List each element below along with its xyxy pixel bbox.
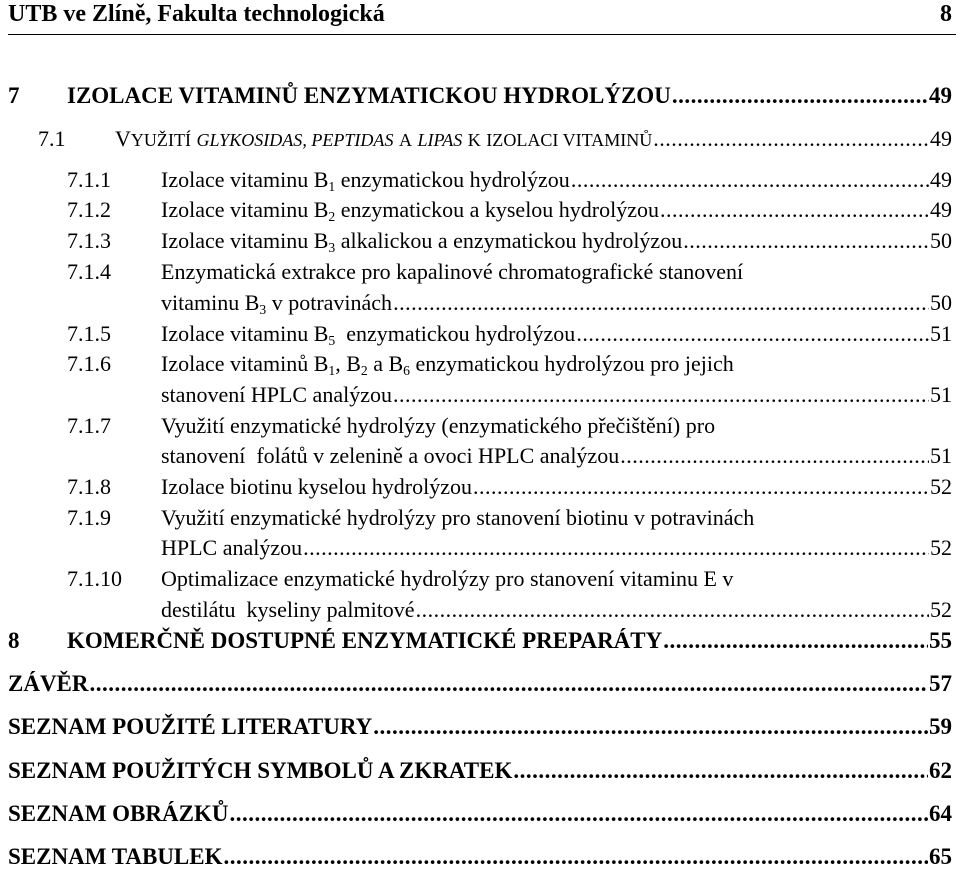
toc-entry-7-1-3[interactable] (0, 225, 960, 257)
toc-leader (373, 711, 928, 743)
toc-number: 7.1.7 (67, 413, 111, 438)
toc-title: ZÁVĚR (8, 671, 89, 696)
toc-page: 49 (930, 167, 952, 192)
toc-page: 51 (930, 443, 952, 468)
toc-number: 7.1.10 (67, 566, 122, 591)
toc-title: VYUŽITÍ GLYKOSIDAS, PEPTIDAS A LIPAS K IZOLACI VITAMINŮ (115, 126, 653, 151)
toc-leader (660, 194, 929, 226)
toc-title: Využití enzymatické hydrolýzy (enzymatického přečištění) pro (161, 413, 716, 438)
toc-number: 8 (8, 628, 20, 653)
toc-entry-7-1-9-line2[interactable] (0, 532, 960, 564)
toc-leader (576, 318, 929, 350)
toc-entry-symboly[interactable] (0, 755, 960, 787)
toc-leader (620, 440, 929, 472)
toc-entry-7-1-9-line1[interactable] (0, 502, 960, 534)
toc-title-continued: destilátu kyseliny palmitové (161, 597, 415, 622)
toc-page: 49 (930, 126, 952, 151)
toc-entry-7-1-10-line1[interactable] (0, 563, 960, 595)
toc-leader (672, 80, 928, 112)
toc-entry-7-1-6-line1[interactable] (0, 348, 960, 380)
toc-entry-7-1-6-line2[interactable] (0, 379, 960, 411)
toc-entry-obrazky[interactable] (0, 798, 960, 830)
toc-page: 52 (930, 474, 952, 499)
toc-number: 7.1.2 (67, 197, 111, 222)
toc-page: 64 (929, 801, 952, 826)
toc-page: 55 (929, 628, 952, 653)
toc-title-continued: stanovení HPLC analýzou (161, 382, 392, 407)
toc-number: 7.1.6 (67, 351, 111, 376)
toc-title: Využití enzymatické hydrolýzy pro stanovení biotinu v potravinách (161, 505, 755, 530)
toc-leader (224, 841, 928, 873)
header-page-number: 8 (940, 1, 952, 27)
toc-number: 7.1.3 (67, 228, 111, 253)
toc-title: Izolace biotinu kyselou hydrolýzou (161, 474, 472, 499)
toc-entry-literatura[interactable] (0, 711, 960, 743)
toc-entry-ch7[interactable] (0, 80, 960, 112)
toc-entry-7-1-2[interactable] (0, 194, 960, 226)
toc-leader (653, 123, 929, 155)
toc-title: Izolace vitaminu $B_1$ enzymatickou hydrolýzou (161, 167, 570, 195)
toc-leader (229, 798, 928, 830)
toc-entry-7-1-7-line1[interactable] (0, 410, 960, 442)
toc-page: 51 (930, 321, 952, 346)
toc-number: 7.1.9 (67, 505, 111, 530)
toc-title: SEZNAM POUŽITÉ LITERATURY (8, 714, 373, 739)
toc-title-continued: HPLC analýzou (161, 535, 303, 560)
toc-entry-7-1-7-line2[interactable] (0, 440, 960, 472)
toc-entry-7-1-4-line2[interactable] (0, 287, 960, 319)
toc-page: 59 (929, 714, 952, 739)
toc-number: 7 (8, 83, 20, 108)
toc-entry-7-1-4-line1[interactable] (0, 256, 960, 288)
toc-leader (303, 532, 929, 564)
toc-entry-7-1-8[interactable] (0, 471, 960, 503)
toc-entry-7-1-5[interactable] (0, 318, 960, 350)
toc-number: 7.1.8 (67, 474, 111, 499)
toc-number: 7.1.4 (67, 259, 111, 284)
toc-entry-ch8[interactable] (0, 625, 960, 657)
toc-leader (571, 164, 929, 196)
toc-leader (473, 471, 929, 503)
toc-page: 50 (930, 290, 952, 315)
toc-title: Enzymatická extrakce pro kapalinové chromatografické stanovení (161, 259, 744, 284)
toc-title: SEZNAM TABULEK (8, 844, 223, 869)
toc-title: Izolace vitaminu $B_5$ enzymatickou hydrolýzou (161, 321, 576, 349)
toc-page: 52 (930, 597, 952, 622)
toc-title: KOMERČNĚ DOSTUPNÉ ENZYMATICKÉ PREPARÁTY (67, 628, 663, 653)
toc-title-continued: stanovení folátů v zelenině a ovoci HPLC analýzou (161, 443, 620, 468)
toc-title: Izolace vitaminů $B_1$, $B_2$ a $B_6$ enzymatickou hydrolýzou pro jejich (161, 351, 734, 379)
toc-page: 49 (929, 83, 952, 108)
toc-page: 49 (930, 197, 952, 222)
toc-title: Izolace vitaminu $B_2$ enzymatickou a kyselou hydrolýzou (161, 197, 660, 225)
toc-entry-7-1-1[interactable] (0, 164, 960, 196)
toc-page: 50 (930, 228, 952, 253)
toc-title: SEZNAM OBRÁZKŮ (8, 801, 229, 826)
toc-leader (416, 594, 929, 626)
toc-page: 65 (929, 844, 952, 869)
toc-leader (90, 668, 928, 700)
toc-page: 51 (930, 382, 952, 407)
toc-title: IZOLACE VITAMINŮ ENZYMATICKOU HYDROLÝZOU (67, 83, 671, 108)
toc-page: 52 (930, 535, 952, 560)
toc-number: 7.1 (38, 126, 66, 151)
toc-title: SEZNAM POUŽITÝCH SYMBOLŮ A ZKRATEK (8, 758, 513, 783)
toc-number: 7.1.1 (67, 167, 111, 192)
toc-title-continued: vitaminu $B_3$ v potravinách (161, 290, 393, 318)
toc-leader (683, 225, 929, 257)
toc-entry-tabulky[interactable] (0, 841, 960, 873)
header-divider (8, 34, 956, 35)
toc-entry-zaver[interactable] (0, 668, 960, 700)
toc-page: 57 (929, 671, 952, 696)
toc-entry-7-1[interactable] (0, 123, 960, 155)
toc-leader (663, 625, 928, 657)
toc-page: 62 (929, 758, 952, 783)
toc-title: Optimalizace enzymatické hydrolýzy pro stanovení vitaminu E v (161, 566, 734, 591)
header-title: UTB ve Zlíně, Fakulta technologická (8, 1, 385, 27)
toc-leader (393, 287, 929, 319)
toc-number: 7.1.5 (67, 321, 111, 346)
toc-entry-7-1-10-line2[interactable] (0, 594, 960, 626)
toc-leader (513, 755, 928, 787)
toc-leader (393, 379, 929, 411)
page-header (8, 0, 956, 34)
toc-title: Izolace vitaminu $B_3$ alkalickou a enzymatickou hydrolýzou (161, 228, 683, 256)
